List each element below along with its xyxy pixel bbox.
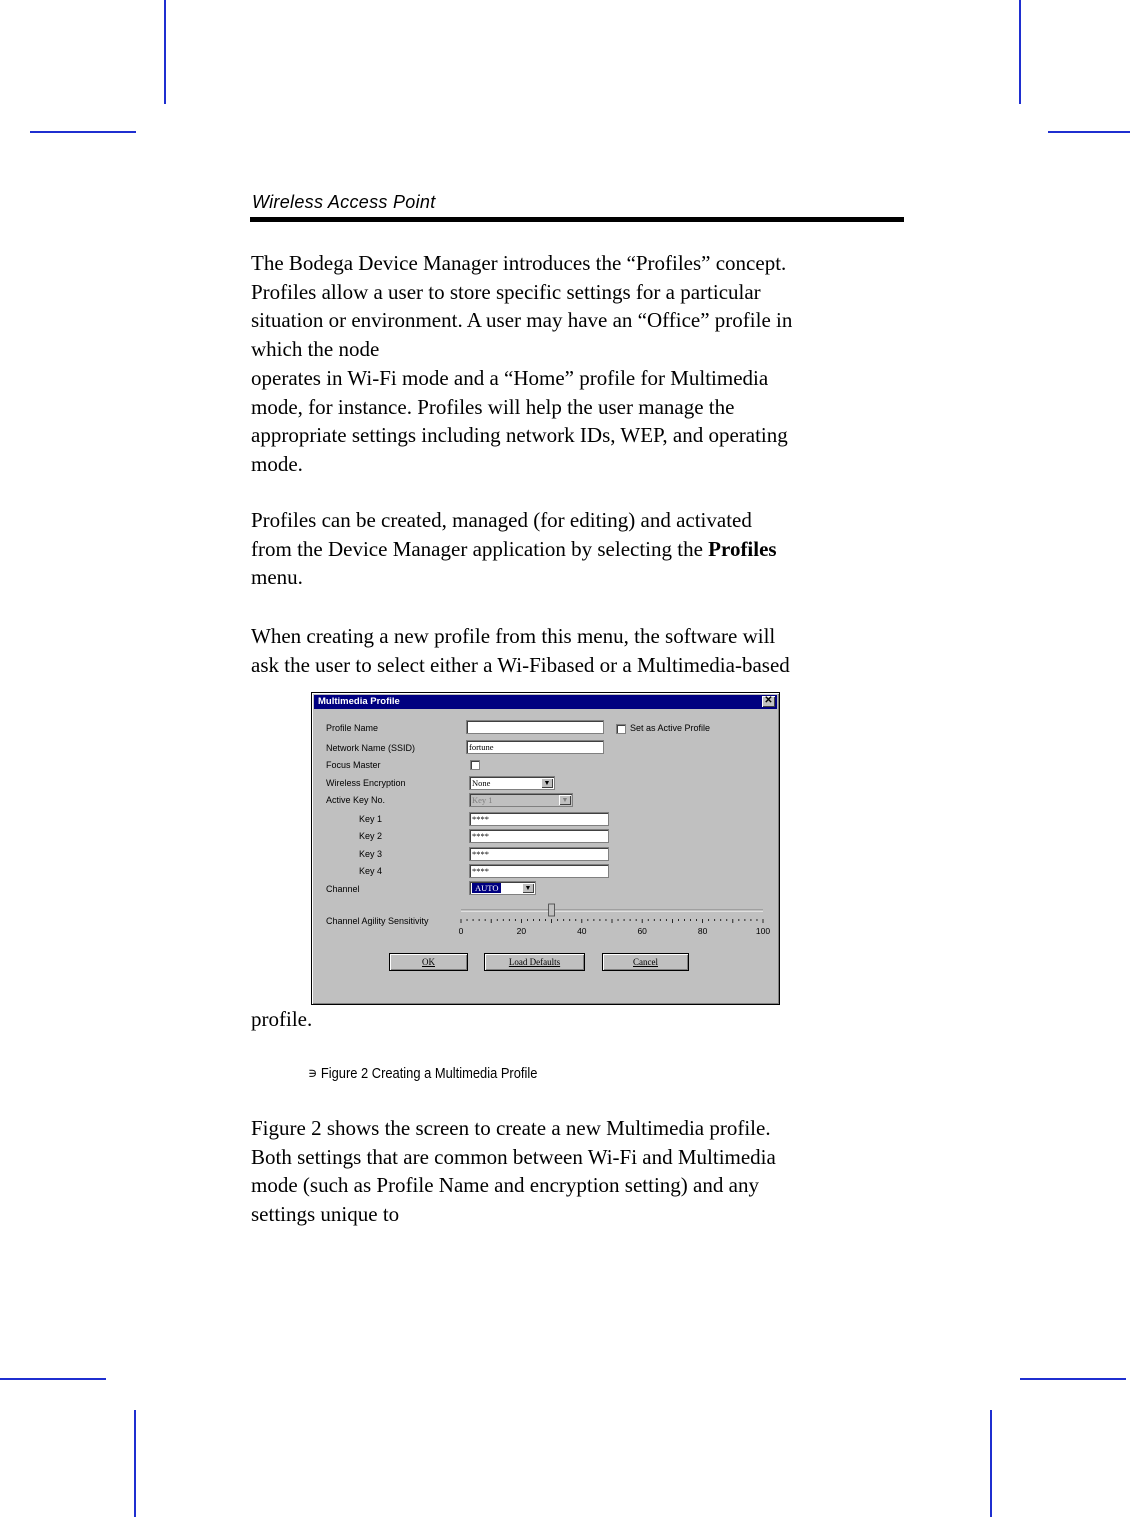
key1-input[interactable]: **** [469, 812, 609, 826]
dialog-title: Multimedia Profile [318, 696, 400, 707]
wireless-encryption-select[interactable]: None ▼ [469, 776, 555, 790]
crop-mark-top-left-horizontal [30, 131, 136, 133]
load-defaults-button[interactable]: Load Defaults [484, 953, 585, 971]
figure-caption: ∍ Figure 2 Creating a Multimedia Profile [308, 1065, 538, 1082]
paragraph-create-profile-tail: profile. [251, 1007, 313, 1031]
channel-select[interactable]: AUTO ▼ [469, 881, 536, 895]
channel-agility-label: Channel Agility Sensitivity [326, 916, 429, 926]
header-rule [250, 217, 904, 222]
paragraph-figure-explanation: Figure 2 shows the screen to create a new Multimedia profile. Both settings that are common between Wi-Fi and Multimedia mode (such as Profile Name and encryption setting) and any settings unique to [251, 1116, 776, 1227]
slider-tick-label: 20 [516, 926, 527, 936]
ok-button[interactable]: OK [389, 953, 468, 971]
paragraph-create-profile: When creating a new profile from this menu, the software will ask the user to select either a Wi-Fibased or a Multimedia-based [251, 624, 790, 677]
running-header: Wireless Access Point [252, 192, 436, 212]
chevron-down-icon[interactable]: ▼ [522, 883, 534, 893]
crop-mark-top-left-vertical [164, 0, 166, 104]
crop-mark-bottom-right-vertical [990, 1410, 992, 1517]
network-name-label: Network Name (SSID) [326, 743, 416, 753]
active-key-select[interactable]: Key 1 ▼ [469, 793, 573, 807]
network-name-input[interactable]: fortune [466, 740, 604, 754]
wireless-encryption-label: Wireless Encryption [326, 778, 406, 788]
key3-label: Key 3 [359, 849, 383, 859]
crop-mark-top-right-vertical [1019, 0, 1021, 104]
active-key-label: Active Key No. [326, 795, 386, 805]
chevron-down-icon[interactable]: ▼ [559, 795, 571, 805]
paragraph-profiles-menu: Profiles can be created, managed (for editing) and activated from the Device Manager application by selecting the Profiles menu. [251, 508, 777, 590]
slider-thumb[interactable] [549, 904, 555, 916]
key2-label: Key 2 [359, 831, 383, 841]
profiles-menu-term: Profiles [708, 536, 777, 561]
focus-master-checkbox[interactable] [470, 760, 480, 770]
key1-label: Key 1 [359, 814, 383, 824]
slider-tick-label: 40 [577, 926, 587, 936]
crop-mark-top-right-horizontal [1048, 131, 1130, 133]
crop-mark-bottom-left-horizontal [0, 1378, 106, 1380]
focus-master-label: Focus Master [326, 760, 381, 770]
slider-tick-label: 0 [458, 926, 464, 936]
key3-input[interactable]: **** [469, 847, 609, 861]
dialog-titlebar [314, 695, 777, 709]
key2-input[interactable]: **** [469, 829, 609, 843]
crop-mark-bottom-left-vertical [134, 1410, 136, 1517]
caption-marker: ∍ [308, 1065, 318, 1082]
channel-label: Channel [326, 884, 360, 894]
slider-tick-labels [459, 926, 771, 936]
profile-name-label: Profile Name [326, 723, 379, 733]
key4-label: Key 4 [359, 866, 383, 876]
paragraph-profiles-intro: The Bodega Device Manager introduces the “Profiles” concept. Profiles allow a user to store specific settings for a particular situation or environment. A user may have an “Office” profile in which the node operates in Wi-Fi mode and a “Home” profile for Multimedia mode, for instance. Profiles will help the user manage the appropriate settings including network IDs, WEP, and operating mode. [251, 251, 793, 476]
slider-tick-label: 80 [697, 926, 708, 936]
chevron-down-icon[interactable]: ▼ [541, 778, 553, 788]
crop-mark-bottom-right-horizontal [1020, 1378, 1126, 1380]
slider-tick-label: 100 [755, 926, 771, 936]
close-icon[interactable]: ✕ [762, 696, 775, 707]
key4-input[interactable]: **** [469, 864, 609, 878]
slider-tick-label: 60 [637, 926, 647, 936]
slider-ticks [461, 919, 763, 923]
channel-agility-slider[interactable] [457, 902, 777, 942]
set-active-profile-label: Set as Active Profile [630, 723, 711, 733]
cancel-button[interactable]: Cancel [602, 953, 689, 971]
profile-name-input[interactable] [466, 720, 604, 734]
set-active-profile-checkbox[interactable] [616, 724, 626, 734]
